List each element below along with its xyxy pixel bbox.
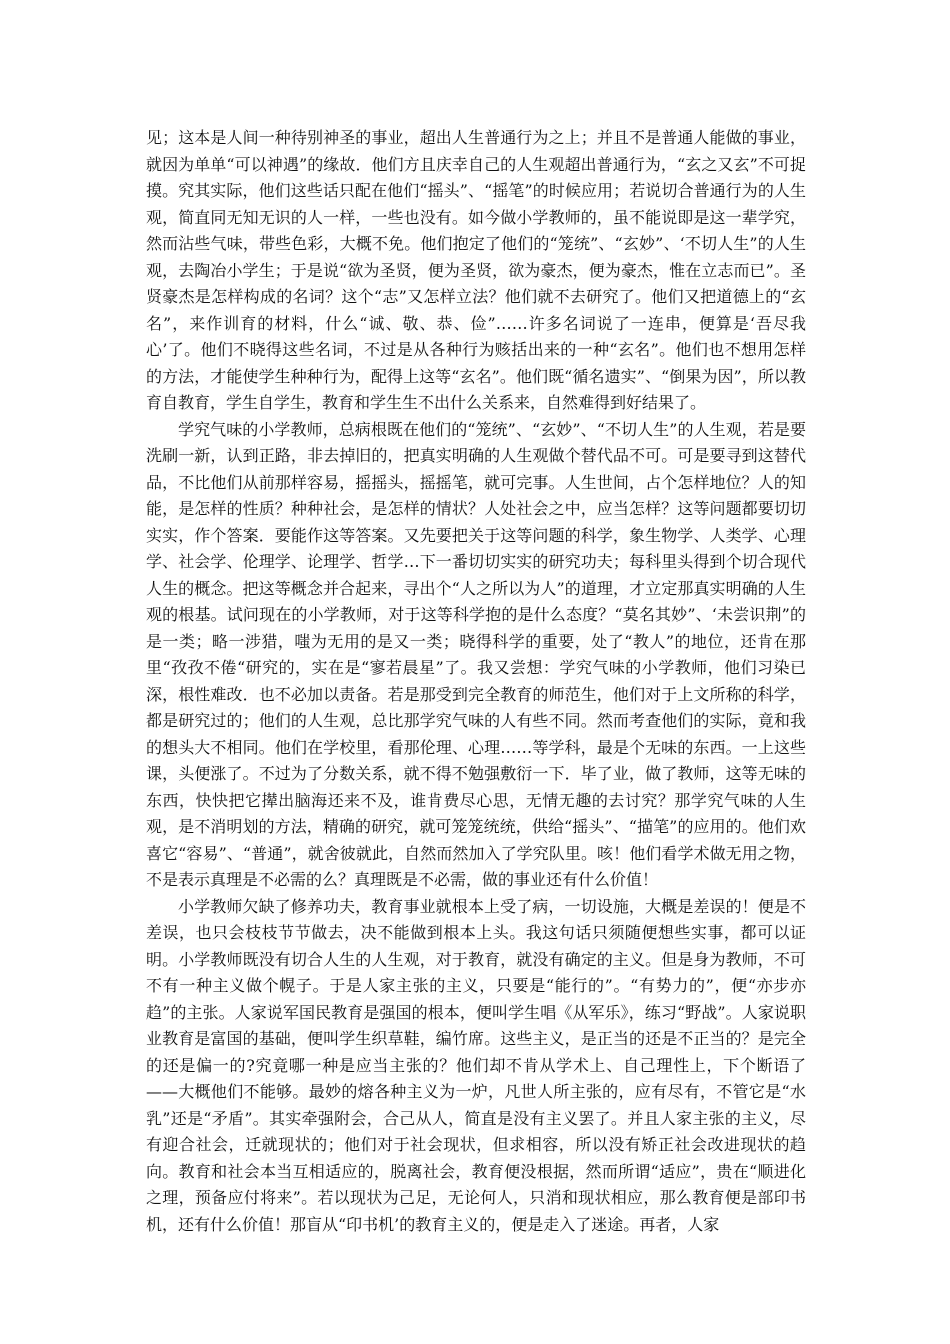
paragraph-1: 见；这本是人间一种待别神圣的事业，超出人生普通行为之上；并且不是普通人能做的事业，就因为单单“可以神遇”的缘故．他们方且庆幸自己的人生观超出普通行为，“玄之又玄”不可捉摸。究其实际，他们这些话只配在他们“摇头”、“摇笔”的时候应用；若说切合普通行为的人生观，简直同无知无识的人一样，一些也没有。如今做小学教师的，虽不能说即是这一辈学究，然而沾些气味，带些色彩，大概不免。他们抱定了他们的“笼统”、“玄妙”、‘不切人生”的人生观，去陶冶小学生；于是说“欲为圣贤，便为圣贤，欲为豪杰，便为豪杰，惟在立志而已”。圣贤豪杰是怎样构成的名词？这个“志”又怎样立法？他们就不去研究了。他们又把道德上的“玄名”，来作训育的材料，什么“诚、敬、恭、俭”……许多名词说了一连串，便算是‘吾尽我心’了。他们不晓得这些名词，不过是从各种行为赅括出来的一种“玄名”。他们也不想用怎样的方法，才能使学生种种行为，配得上这等“玄名”。他们既“循名遗实”、“倒果为因”，所以教育自教育，学生自学生，教育和学生生不出什么关系来，自然难得到好结果了。 (146, 128, 806, 412)
document-body (146, 125, 806, 1238)
paragraph-2: 学究气味的小学教师，总病根既在他们的“笼统”、“玄妙”、“不切人生”的人生观，若是要洗刷一新，认到正路，非去掉旧的，把真实明确的人生观做个替代品不可。可是要寻到这替代品，不比他们从前那样容易，摇摇头，摇摇笔，就可完事。人生世间，占个怎样地位？人的知能，是怎样的性质？种种社会，是怎样的情状？人处社会之中，应当怎样？这等问题都要切切实实，作个答案．要能作这等答案。又先要把关于这等问题的科学，象生物学、人类学、心理学、社会学、伦理学、论理学、哲学…下一番切切实实的研究功夫；每科里头得到个切合现代人生的概念。把这等概念并合起来，寻出个“人之所以为人”的道理，才立定那真实明确的人生观的根基。试问现在的小学教师，对于这等科学抱的是什么态度？“莫名其妙”、‘未尝识荆”的是一类；略一涉猎，嗤为无用的是又一类；晓得科学的重要，处了“教人”的地位，还肯在那里“孜孜不倦“研究的，实在是“寥若晨星”了。我又尝想：学究气味的小学教师，他们习染已深，根性难改．也不必加以责备。若是那受到完全教育的师范生，他们对于上文所称的科学，都是研究过的；他们的人生观，总比那学究气味的人有些不同。然而考查他们的实际，竟和我的想头大不相同。他们在学校里，看那伦理、心理……等学科，最是个无味的东西。一上这些课，头便涨了。不过为了分数关系，就不得不勉强敷衍一下．毕了业，做了教师，这等无味的东西，快快把它撵出脑海还来不及，谁肯费尽心思，无情无趣的去讨究？那学究气味的人生观，是不消明划的方法，精确的研究，就可笼笼统统，供给“摇头”、“描笔”的应用的。他们欢喜它“容易”、“普通”，就舍彼就此，自然而然加入了学究队里。咳！他们看学术做无用之物，不是表示真理是不必需的么？真理既是不必需，做的事业还有什么价值！ (146, 419, 806, 889)
paragraph-3: 小学教师欠缺了修养功夫，教育事业就根本上受了病，一切设施，大概是差误的！便是不差误，也只会枝枝节节做去，决不能做到根本上头。我这句话只须随便想些实事，都可以证明。小学教师既没有切合人生的人生观，对于教育，就没有确定的主义。但是身为教师，不可不有一种主义做个幌子。于是人家主张的主义，只要是“能行的”。“有势力的”，便“亦步亦趋”的主张。人家说军国民教育是强国的根本，便叫学生唱《从军乐》，练习“野战”。人家说职业教育是富国的基础，便叫学生织草鞋，编竹席。这些主义，是正当的还是不正当的？是完全的还是偏一的?究竟哪一种是应当主张的？他们却不肯从学术上、自己理性上，下个断语了——大概他们不能够。最妙的熔各种主义为一炉，凡世人所主张的，应有尽有，不管它是“水乳”还是“矛盾”。其实牵强附会，合己从人，简直是没有主义罢了。并且人家主张的主义，尽有迎合社会，迁就现状的；他们对于社会现状，但求相容，所以没有矫正社会改进现状的趋向。教育和社会本当互相适应的，脱离社会，教育便没根据，然而所谓“适应”，贵在“顺进化之理，预备应付将来”。若以现状为己足，无论何人，只消和现状相应，那么教育便是部印书机，还有什么价值！那盲从“印书机’的教育主义的，便是走入了迷途。再者，人家 (146, 896, 806, 1234)
